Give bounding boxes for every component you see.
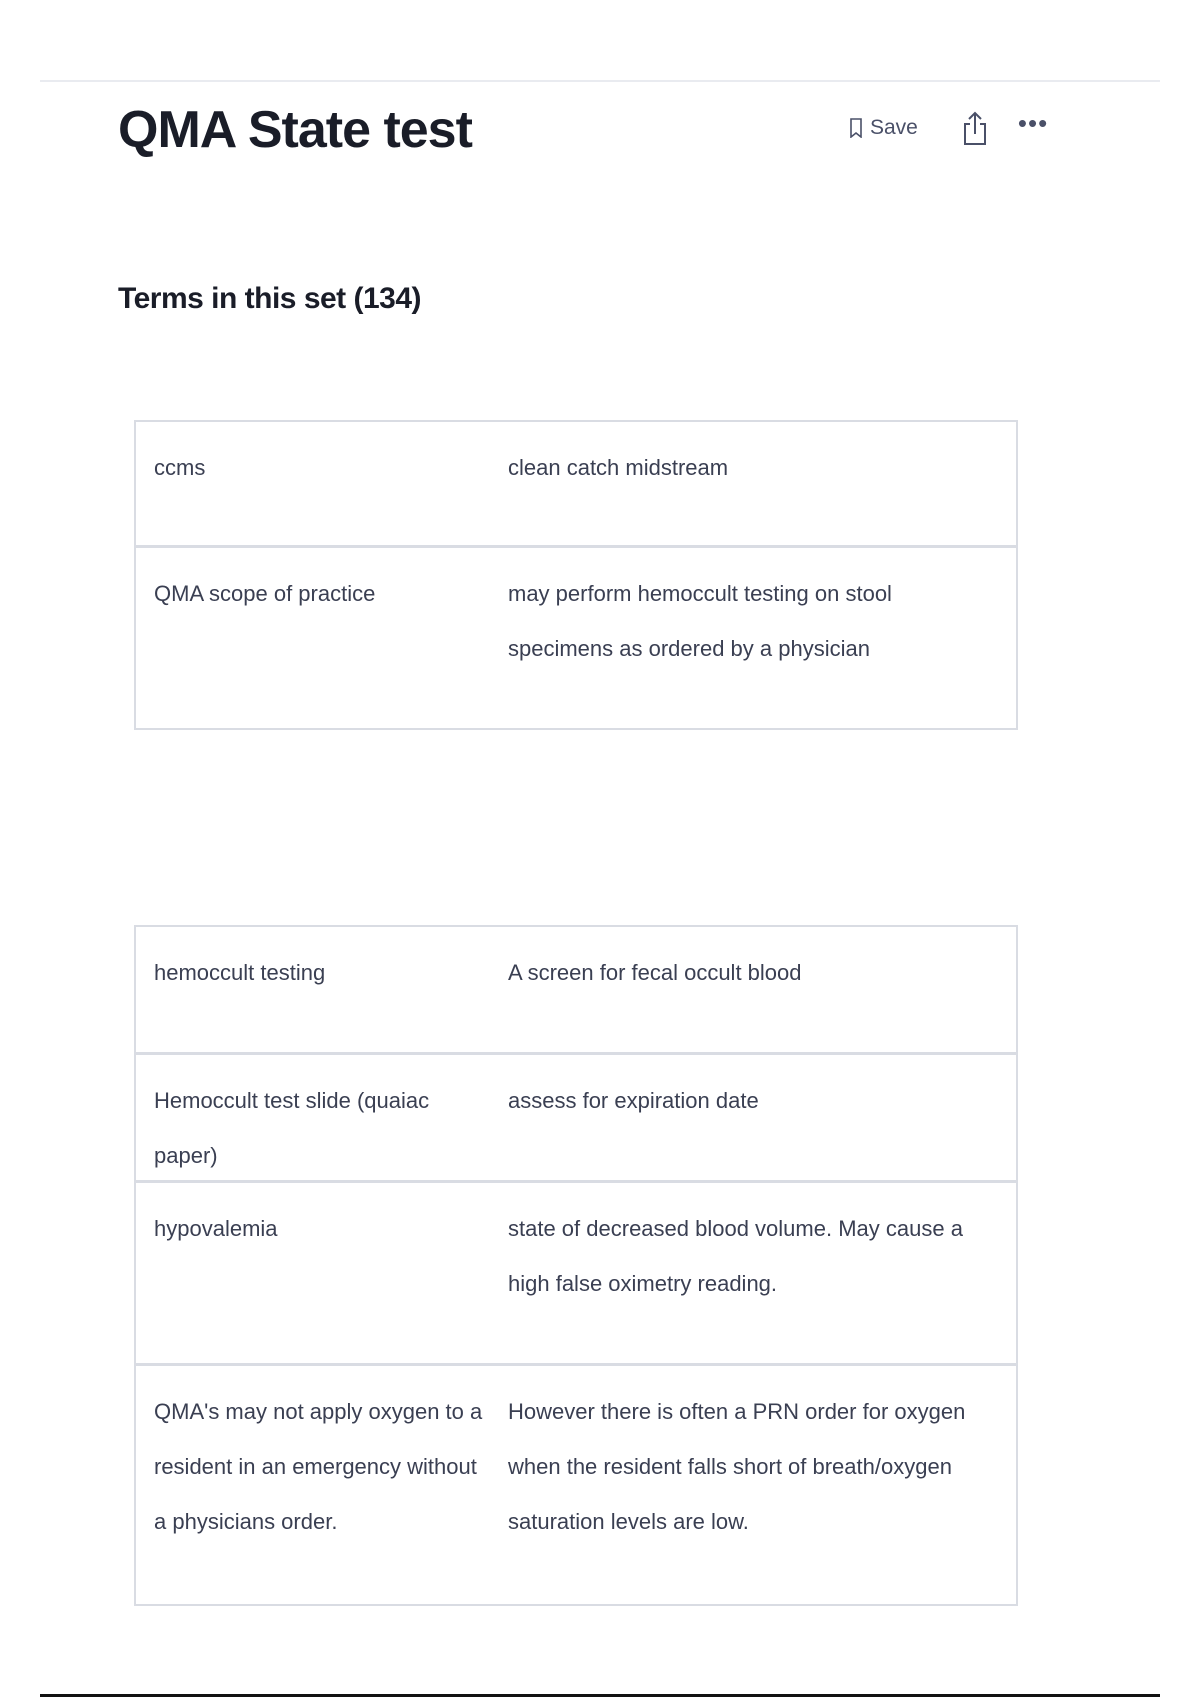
definition-text: may perform hemoccult testing on stool specimens as ordered by a physician <box>508 581 892 661</box>
save-label: Save <box>870 116 918 139</box>
term-row[interactable] <box>136 1055 1016 1183</box>
save-button[interactable] <box>850 116 918 140</box>
term-text: hypovalemia <box>154 1216 278 1241</box>
terms-heading: Terms in this set (134) <box>118 282 422 315</box>
term-text: hemoccult testing <box>154 960 326 985</box>
more-icon: ••• <box>1017 108 1049 138</box>
term-text: ccms <box>154 455 206 480</box>
share-icon <box>962 110 988 146</box>
definition-text: A screen for fecal occult blood <box>508 960 802 985</box>
term-row[interactable] <box>136 1366 1016 1604</box>
bookmark-icon <box>850 118 862 138</box>
set-title: QMA State test <box>118 101 472 159</box>
more-button[interactable] <box>1018 110 1048 136</box>
term-text: Hemoccult test slide (quaiac paper) <box>154 1088 430 1168</box>
definition-text: state of decreased blood volume. May cause a high false oximetry reading. <box>508 1216 963 1296</box>
term-card-group-1 <box>134 420 1018 730</box>
term-card-group-2 <box>134 925 1018 1606</box>
share-button[interactable] <box>962 110 988 146</box>
term-text: QMA scope of practice <box>154 581 376 606</box>
term-row[interactable] <box>136 548 1016 728</box>
term-row[interactable] <box>136 1183 1016 1366</box>
set-actions <box>850 108 1048 148</box>
bottom-divider <box>40 1694 1160 1697</box>
definition-text: clean catch midstream <box>508 455 729 480</box>
definition-text: assess for expiration date <box>508 1088 759 1113</box>
term-row[interactable] <box>136 422 1016 548</box>
term-text: QMA's may not apply oxygen to a resident in an emergency without a physicians order. <box>154 1399 483 1534</box>
term-row[interactable] <box>136 927 1016 1055</box>
definition-text: However there is often a PRN order for oxygen when the resident falls short of breath/oxygen saturation levels are low. <box>508 1399 966 1534</box>
top-divider <box>40 80 1160 82</box>
